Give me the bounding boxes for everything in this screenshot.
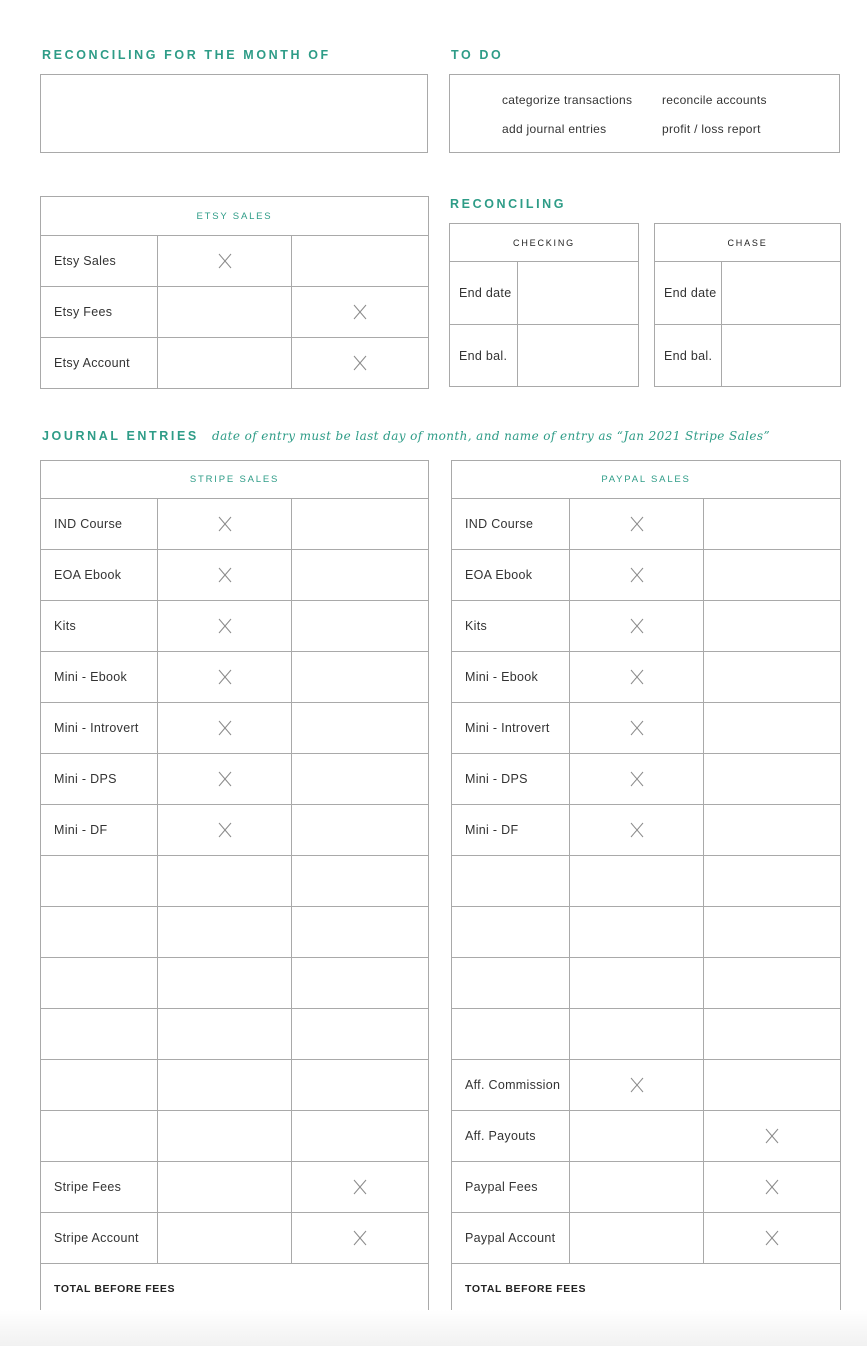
credit-cell[interactable] xyxy=(292,601,429,652)
x-mark-icon xyxy=(353,1230,367,1246)
debit-cell[interactable] xyxy=(570,1060,704,1111)
x-mark-icon xyxy=(630,720,644,736)
table-row xyxy=(41,499,429,550)
credit-cell[interactable] xyxy=(292,338,429,389)
row-label xyxy=(452,1009,570,1060)
row-label xyxy=(41,1111,158,1162)
debit-cell[interactable] xyxy=(570,907,704,958)
table-row xyxy=(452,1060,841,1111)
chase-title: CHASE xyxy=(655,224,841,262)
table-row xyxy=(452,907,841,958)
row-label xyxy=(41,856,158,907)
checking-end-date-field[interactable] xyxy=(518,262,639,325)
row-label: EOA Ebook xyxy=(41,550,158,601)
row-label xyxy=(41,1060,158,1111)
row-label: Etsy Fees xyxy=(41,287,158,338)
row-label: Stripe Fees xyxy=(41,1162,158,1213)
credit-cell[interactable] xyxy=(292,652,429,703)
row-label xyxy=(41,1009,158,1060)
journal-note: date of entry must be last day of month, and name of entry as “Jan 2021 Stripe Sales” xyxy=(212,429,770,443)
table-row xyxy=(41,550,429,601)
credit-cell[interactable] xyxy=(292,236,429,287)
x-mark-icon xyxy=(353,304,367,320)
x-mark-icon xyxy=(353,1179,367,1195)
debit-cell[interactable] xyxy=(158,1162,292,1213)
stripe-sales-title: STRIPE SALES xyxy=(41,461,429,499)
debit-cell[interactable] xyxy=(158,805,292,856)
stripe-sales-table xyxy=(40,460,429,1314)
debit-cell[interactable] xyxy=(570,1162,704,1213)
debit-cell[interactable] xyxy=(158,907,292,958)
table-row xyxy=(41,754,429,805)
credit-cell[interactable] xyxy=(704,856,841,907)
debit-cell[interactable] xyxy=(570,805,704,856)
table-row xyxy=(452,550,841,601)
credit-cell[interactable] xyxy=(292,754,429,805)
credit-cell[interactable] xyxy=(704,805,841,856)
row-label: Paypal Fees xyxy=(452,1162,570,1213)
debit-cell[interactable] xyxy=(158,1009,292,1060)
debit-cell[interactable] xyxy=(158,287,292,338)
end-balance-label: End bal. xyxy=(655,325,722,387)
credit-cell[interactable] xyxy=(704,1060,841,1111)
page-bottom-shadow xyxy=(0,1310,867,1346)
debit-cell[interactable] xyxy=(570,499,704,550)
x-mark-icon xyxy=(630,516,644,532)
credit-cell[interactable] xyxy=(704,958,841,1009)
total-row xyxy=(452,1264,841,1314)
row-label: Etsy Account xyxy=(41,338,158,389)
debit-cell[interactable] xyxy=(158,1111,292,1162)
row-label: Kits xyxy=(41,601,158,652)
debit-cell[interactable] xyxy=(570,856,704,907)
table-row xyxy=(452,754,841,805)
credit-cell[interactable] xyxy=(292,856,429,907)
debit-cell[interactable] xyxy=(570,1213,704,1264)
credit-cell[interactable] xyxy=(292,1060,429,1111)
table-row xyxy=(452,958,841,1009)
x-mark-icon xyxy=(218,516,232,532)
table-row xyxy=(41,856,429,907)
todo-item[interactable]: categorize transactions xyxy=(502,93,633,107)
debit-cell[interactable] xyxy=(158,703,292,754)
x-mark-icon xyxy=(218,771,232,787)
x-mark-icon xyxy=(218,822,232,838)
debit-cell[interactable] xyxy=(570,703,704,754)
credit-cell[interactable] xyxy=(292,287,429,338)
table-row xyxy=(41,1060,429,1111)
credit-cell[interactable] xyxy=(292,703,429,754)
todo-item[interactable]: add journal entries xyxy=(502,122,607,136)
credit-cell[interactable] xyxy=(704,1213,841,1264)
chase-end-date-field[interactable] xyxy=(722,262,841,325)
journal-heading: JOURNAL ENTRIES xyxy=(42,429,199,443)
row-label: Mini - Introvert xyxy=(452,703,570,754)
credit-cell[interactable] xyxy=(292,499,429,550)
table-row xyxy=(452,1009,841,1060)
month-heading: RECONCILING FOR THE MONTH OF xyxy=(42,48,331,62)
x-mark-icon xyxy=(765,1179,779,1195)
credit-cell[interactable] xyxy=(704,1162,841,1213)
row-label: EOA Ebook xyxy=(452,550,570,601)
x-mark-icon xyxy=(353,355,367,371)
row-label: Mini - Ebook xyxy=(41,652,158,703)
credit-cell[interactable] xyxy=(704,550,841,601)
credit-cell[interactable] xyxy=(292,1111,429,1162)
row-label xyxy=(41,958,158,1009)
row-label: IND Course xyxy=(41,499,158,550)
debit-cell[interactable] xyxy=(570,550,704,601)
table-row xyxy=(452,499,841,550)
debit-cell[interactable] xyxy=(158,1060,292,1111)
etsy-sales-table xyxy=(40,196,429,389)
table-row xyxy=(452,856,841,907)
paypal-sales-table xyxy=(451,460,841,1314)
todo-item[interactable]: reconcile accounts xyxy=(662,93,767,107)
debit-cell[interactable] xyxy=(158,601,292,652)
x-mark-icon xyxy=(218,567,232,583)
x-mark-icon xyxy=(765,1230,779,1246)
table-row xyxy=(41,338,429,389)
x-mark-icon xyxy=(218,618,232,634)
credit-cell[interactable] xyxy=(292,958,429,1009)
table-row xyxy=(41,236,429,287)
credit-cell[interactable] xyxy=(704,499,841,550)
table-row xyxy=(41,1111,429,1162)
total-row xyxy=(41,1264,429,1314)
table-row xyxy=(41,805,429,856)
checking-end-balance-field[interactable] xyxy=(518,325,639,387)
debit-cell[interactable] xyxy=(158,958,292,1009)
table-row xyxy=(452,652,841,703)
row-label: Paypal Account xyxy=(452,1213,570,1264)
row-label: Mini - Introvert xyxy=(41,703,158,754)
table-row xyxy=(41,1009,429,1060)
table-row xyxy=(41,958,429,1009)
row-label: Aff. Commission xyxy=(452,1060,570,1111)
debit-cell[interactable] xyxy=(158,550,292,601)
row-label: Mini - DPS xyxy=(41,754,158,805)
table-row xyxy=(452,1162,841,1213)
credit-cell[interactable] xyxy=(292,1009,429,1060)
chase-table xyxy=(654,223,841,387)
table-row xyxy=(41,1213,429,1264)
row-label: Mini - Ebook xyxy=(452,652,570,703)
debit-cell[interactable] xyxy=(158,1213,292,1264)
credit-cell[interactable] xyxy=(704,1009,841,1060)
credit-cell[interactable] xyxy=(704,907,841,958)
x-mark-icon xyxy=(218,253,232,269)
table-row xyxy=(41,1162,429,1213)
total-before-fees-label: TOTAL BEFORE FEES xyxy=(41,1264,429,1314)
row-label xyxy=(41,907,158,958)
debit-cell[interactable] xyxy=(158,338,292,389)
row-label: IND Course xyxy=(452,499,570,550)
credit-cell[interactable] xyxy=(292,907,429,958)
todo-box xyxy=(449,74,840,153)
row-label: Kits xyxy=(452,601,570,652)
x-mark-icon xyxy=(630,1077,644,1093)
table-row xyxy=(41,907,429,958)
reconciling-heading: RECONCILING xyxy=(450,197,567,211)
debit-cell[interactable] xyxy=(570,652,704,703)
todo-heading: TO DO xyxy=(451,48,504,62)
debit-cell[interactable] xyxy=(158,754,292,805)
table-row xyxy=(452,805,841,856)
month-input[interactable] xyxy=(40,74,428,153)
credit-cell[interactable] xyxy=(292,1213,429,1264)
debit-cell[interactable] xyxy=(158,856,292,907)
credit-cell[interactable] xyxy=(704,1111,841,1162)
credit-cell[interactable] xyxy=(704,652,841,703)
row-label xyxy=(452,907,570,958)
table-row xyxy=(452,601,841,652)
row-label: Mini - DF xyxy=(452,805,570,856)
row-label xyxy=(452,958,570,1009)
debit-cell[interactable] xyxy=(570,958,704,1009)
end-date-label: End date xyxy=(655,262,722,325)
x-mark-icon xyxy=(218,669,232,685)
table-row xyxy=(41,652,429,703)
etsy-sales-title: ETSY SALES xyxy=(41,197,429,236)
end-date-label: End date xyxy=(450,262,518,325)
debit-cell[interactable] xyxy=(158,499,292,550)
x-mark-icon xyxy=(630,567,644,583)
todo-item[interactable]: profit / loss report xyxy=(662,122,761,136)
x-mark-icon xyxy=(630,771,644,787)
x-mark-icon xyxy=(218,720,232,736)
debit-cell[interactable] xyxy=(158,236,292,287)
end-balance-label: End bal. xyxy=(450,325,518,387)
x-mark-icon xyxy=(630,618,644,634)
credit-cell[interactable] xyxy=(292,1162,429,1213)
x-mark-icon xyxy=(765,1128,779,1144)
debit-cell[interactable] xyxy=(570,1111,704,1162)
chase-end-balance-field[interactable] xyxy=(722,325,841,387)
checking-table xyxy=(449,223,639,387)
debit-cell[interactable] xyxy=(570,754,704,805)
debit-cell[interactable] xyxy=(158,652,292,703)
debit-cell[interactable] xyxy=(570,1009,704,1060)
table-row xyxy=(41,287,429,338)
row-label: Aff. Payouts xyxy=(452,1111,570,1162)
credit-cell[interactable] xyxy=(292,805,429,856)
row-label: Mini - DF xyxy=(41,805,158,856)
row-label: Etsy Sales xyxy=(41,236,158,287)
table-row xyxy=(452,1213,841,1264)
row-label: Mini - DPS xyxy=(452,754,570,805)
checking-title: CHECKING xyxy=(450,224,639,262)
table-row xyxy=(452,1111,841,1162)
table-row xyxy=(41,703,429,754)
table-row xyxy=(452,703,841,754)
table-row xyxy=(41,601,429,652)
debit-cell[interactable] xyxy=(570,601,704,652)
row-label: Stripe Account xyxy=(41,1213,158,1264)
row-label xyxy=(452,856,570,907)
x-mark-icon xyxy=(630,669,644,685)
x-mark-icon xyxy=(630,822,644,838)
credit-cell[interactable] xyxy=(292,550,429,601)
credit-cell[interactable] xyxy=(704,754,841,805)
total-before-fees-label: TOTAL BEFORE FEES xyxy=(452,1264,841,1314)
credit-cell[interactable] xyxy=(704,703,841,754)
paypal-sales-title: PAYPAL SALES xyxy=(452,461,841,499)
credit-cell[interactable] xyxy=(704,601,841,652)
